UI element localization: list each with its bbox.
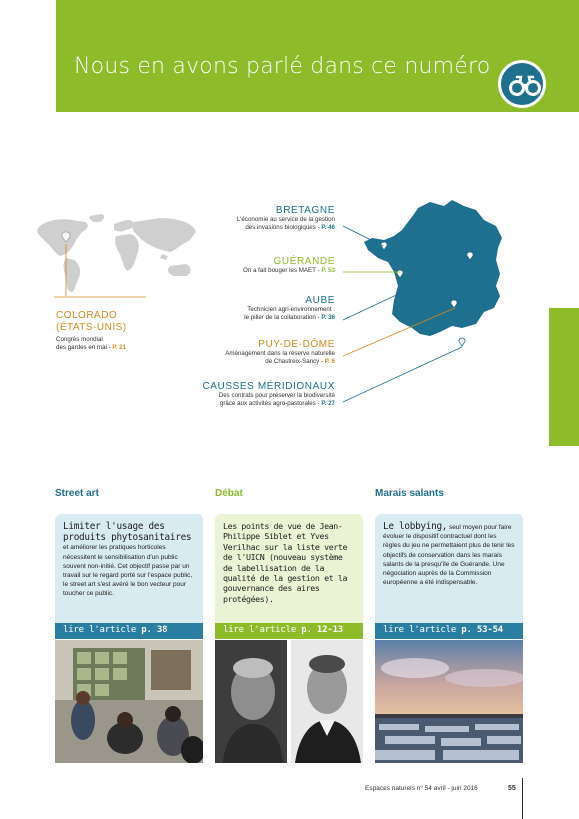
column-title: Marais salants	[375, 488, 444, 499]
region-causses	[202, 381, 335, 408]
read-article-link[interactable]	[375, 623, 523, 639]
read-article-link[interactable]	[215, 623, 363, 639]
column-title: Street art	[55, 488, 99, 499]
region-desc-line: Des contrats pour préserver la biodiversité	[218, 392, 335, 399]
region-bretagne	[237, 205, 335, 232]
region-desc	[243, 267, 335, 275]
region-desc	[56, 336, 127, 352]
column-street-art	[55, 488, 203, 763]
street-art-photo	[55, 640, 203, 763]
region-desc-line: Congrès mondial	[56, 336, 103, 343]
column-marais-salants	[375, 488, 523, 763]
summary-lead: Le lobbying,	[383, 521, 448, 532]
page-number: 55	[508, 785, 516, 792]
folio-divider	[522, 778, 523, 819]
region-desc	[237, 216, 335, 232]
region-name: COLORADO	[56, 310, 118, 321]
region-aube	[244, 295, 335, 322]
region-desc	[202, 392, 335, 408]
region-name: GUÉRANDE	[273, 256, 335, 267]
page-ref: P. 36	[321, 314, 335, 321]
section-tab	[549, 308, 579, 446]
summary-text	[63, 521, 195, 599]
page-ref: P. 6	[324, 358, 335, 365]
page-title: Nous en avons parlé dans ce numéro	[74, 54, 491, 79]
page-ref: P. 46	[321, 224, 335, 231]
region-desc-line: de Chastreix-Sancy -	[265, 358, 325, 365]
summary-body: seul moyen pour faire évoluer le dispositif contractuel dont les règles du jeu ne permettaient plus de tenir les objectifs de conservation dans les marais salants de la presqu'île de Guérande. Une négociation auprès de la Commission européenne a été indispensable.	[383, 524, 515, 587]
region-desc-line: des gardes en mai -	[56, 344, 113, 351]
region-desc-line: grâce aux activités agro-pastorales -	[219, 400, 322, 407]
summary-text	[383, 521, 515, 587]
region-desc-line: Aménagement dans la réserve naturelle	[225, 350, 335, 357]
world-map	[30, 210, 200, 295]
page-ref: P. 53	[321, 267, 335, 274]
read-article-link[interactable]	[55, 623, 203, 639]
region-desc-line: le pilier de la collaboration -	[244, 314, 322, 321]
article-summary	[375, 514, 523, 623]
region-desc-line: des invasions biologiques -	[245, 224, 322, 231]
column-title: Débat	[215, 488, 243, 499]
region-desc	[244, 306, 335, 322]
region-name: PUY-DE-DÔME	[258, 339, 335, 350]
region-guerande	[243, 256, 335, 275]
footer-text: Espaces naturels n° 54 avril - juin 2016	[365, 785, 478, 792]
page-ref: P. 27	[321, 400, 335, 407]
region-name-sub: (ÉTATS-UNIS)	[56, 322, 127, 333]
france-map	[360, 196, 520, 366]
region-name: AUBE	[305, 295, 335, 306]
region-name: BRETAGNE	[275, 205, 335, 216]
article-summary	[55, 514, 203, 623]
summary-text: Les points de vue de Jean-Philippe Siblet et Yves Verilhac sur la liste verte de l'UICN (nouveau système de labellisation de la qualité de la gestion et la gouvernance des aires protégées).	[223, 521, 348, 604]
region-puy-de-dome	[225, 339, 335, 366]
region-colorado	[56, 310, 127, 352]
summary-body: et améliorer les pratiques horticoles nécessitent le sensibilisation d'un public souvent non-initié. Cet objectif passe par un travail sur le regard porté sur l'espace public, le street art s'est avéré le bon vecteur pour toucher ce public.	[63, 544, 193, 598]
summary-lead: Limiter l'usage des produits phytosanitaires	[63, 521, 192, 544]
link-label: lire l'article	[383, 625, 462, 635]
page-ref: P. 21	[112, 344, 127, 351]
link-page: p. 53-54	[461, 625, 504, 635]
region-name: CAUSSES MÉRIDIONAUX	[202, 381, 335, 392]
debat-portraits-photo	[215, 640, 363, 763]
binoculars-icon	[498, 60, 546, 108]
region-desc-line: On a fait bouger les MAET -	[243, 267, 322, 274]
region-desc-line: Technicien agri-environnement :	[247, 306, 335, 313]
column-debat	[215, 488, 363, 763]
link-page: p. 38	[141, 625, 168, 635]
region-desc-line: L'économie au service de la gestion	[236, 216, 335, 223]
article-summary	[215, 514, 363, 623]
link-page: p. 12-13	[301, 625, 344, 635]
salt-marsh-photo	[375, 640, 523, 763]
link-label: lire l'article	[63, 625, 142, 635]
link-label: lire l'article	[223, 625, 302, 635]
region-desc	[225, 350, 335, 366]
